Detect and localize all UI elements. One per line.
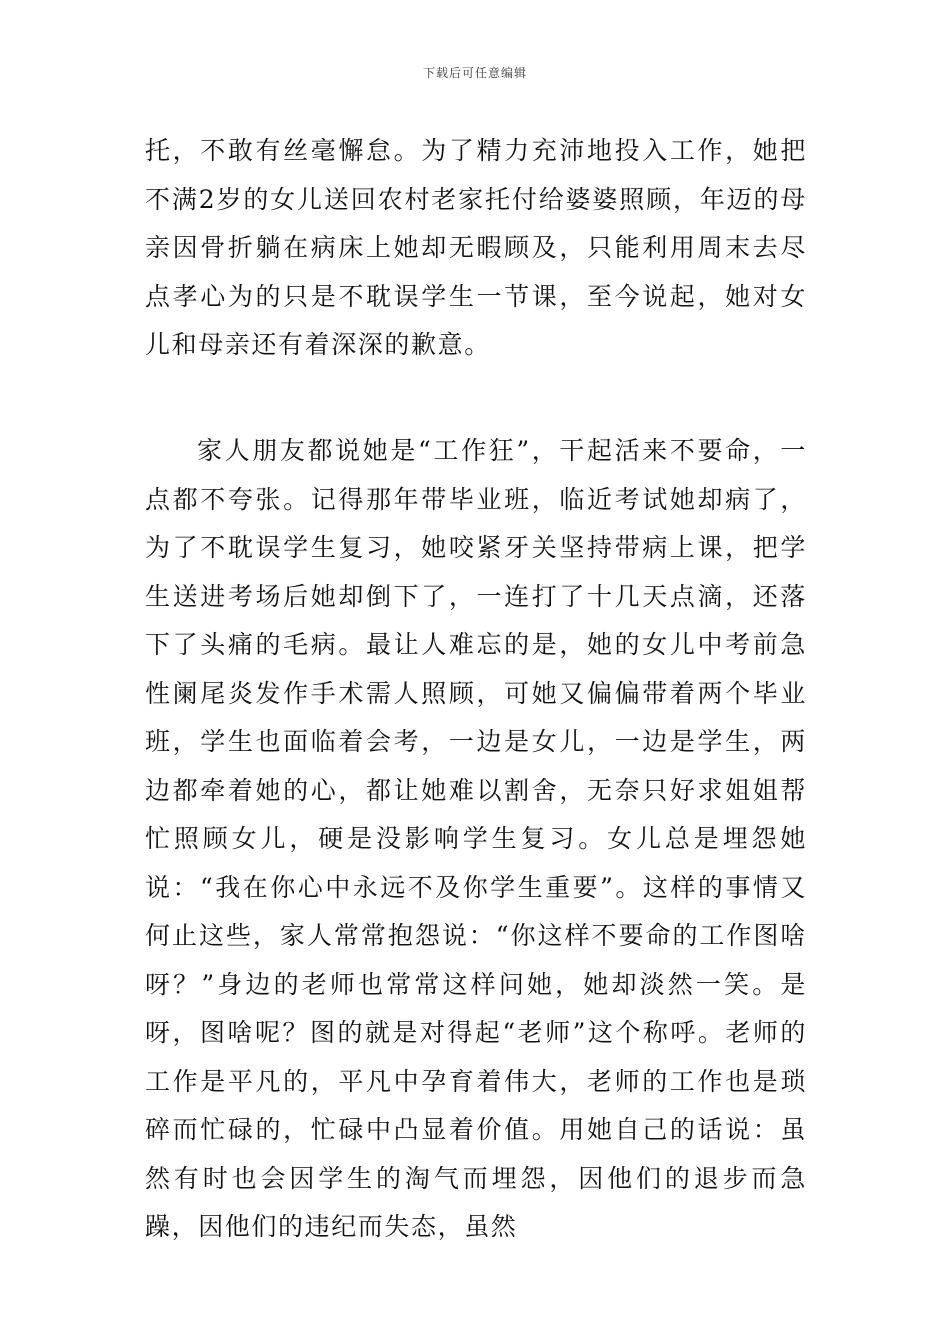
header-note: 下载后可任意编辑 bbox=[422, 66, 527, 80]
paragraph-1: 托，不敢有丝毫懈怠。为了精力充沛地投入工作，她把不满2岁的女儿送回农村老家托付给婆婆照顾，年迈的母亲因骨折躺在病床上她却无暇顾及，只能利用周末去尽点孝心为的只是不耽误学生一节课，至今说起，她对女儿和母亲还有着深深的歉意。 bbox=[145, 136, 807, 359]
paragraph-2: 家人朋友都说她是“工作狂”，干起活来不要命，一点都不夸张。记得那年带毕业班，临近考试她却病了，为了不耽误学生复习，她咬紧牙关坚持带病上课，把学生送进考场后她却倒下了，一连打了十几天点滴，还落下了头痛的毛病。最让人难忘的是，她的女儿中考前急性阑尾炎发作手术需人照顾，可她又偏偏带着两个毕业班，学生也面临着会考，一边是女儿，一边是学生，两边都牵着她的心，都让她难以割舍，无奈只好求姐姐帮忙照顾女儿，硬是没影响学生复习。女儿总是埋怨她说：“我在你心中永远不及你学生重要”。这样的事情又何止这些，家人常常抱怨说：“你这样不要命的工作图啥呀？”身边的老师也常常这样问她，她却淡然一笑。是呀，图啥呢？图的就是对得起“老师”这个称呼。老师的工作是平凡的，平凡中孕育着伟大，老师的工作也是琐碎而忙碌的，忙碌中凸显着价值。用她自己的话说：虽然有时也会因学生的淘气而埋怨，因他们的退步而急躁，因他们的违纪而失态，虽然 bbox=[145, 436, 807, 1241]
